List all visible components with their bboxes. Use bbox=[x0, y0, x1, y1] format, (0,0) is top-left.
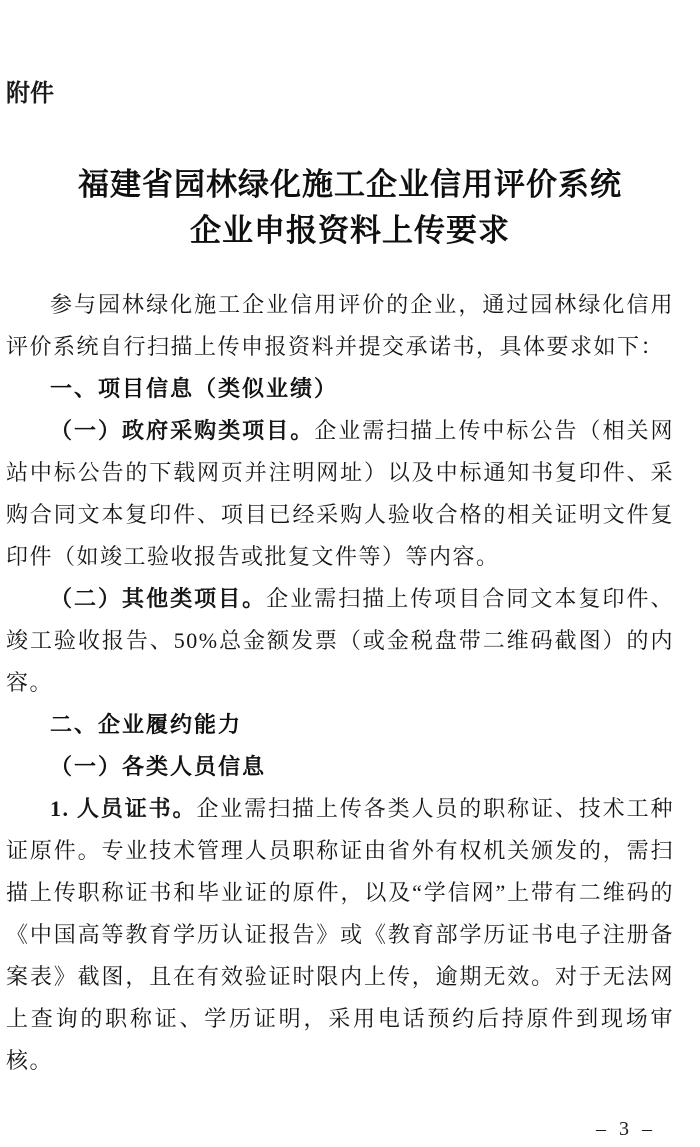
section1-item2-body: 企业需扫描上传项目合同文本复印件、竣工验收报告、50%总金额发票（或金税盘带二维码截图）的内容。 bbox=[6, 586, 674, 695]
document-title bbox=[0, 162, 700, 254]
section2-sub-heading: （一）各类人员信息 bbox=[50, 754, 267, 779]
section2-point1-paragraph bbox=[6, 788, 674, 1082]
section1-item1-lead: （一）政府采购类项目。 bbox=[50, 418, 315, 443]
section2-point1-lead: 1. 人员证书。 bbox=[50, 796, 197, 821]
section1-item2-paragraph bbox=[6, 578, 674, 704]
document-body bbox=[6, 284, 674, 1082]
document-title-line1: 福建省园林绿化施工企业信用评价系统 bbox=[78, 167, 622, 202]
section1-item2-lead: （二）其他类项目。 bbox=[50, 586, 267, 611]
intro-paragraph: 参与园林绿化施工企业信用评价的企业，通过园林绿化信用评价系统自行扫描上传申报资料并提交承诺书，具体要求如下： bbox=[6, 292, 674, 359]
section1-heading: 一、项目信息（类似业绩） bbox=[50, 376, 339, 401]
section2-point1-body: 企业需扫描上传各类人员的职称证、技术工种证原件。专业技术管理人员职称证由省外有权机关颁发的，需扫描上传职称证书和毕业证的原件，以及“学信网”上带有二维码的《中国高等教育学历认证报告》或《教育部学历证书电子注册备案表》截图，且在有效验证时限内上传，逾期无效。对于无法网上查询的职称证、学历证明，采用电话预约后持原件到现场审核。 bbox=[6, 796, 674, 1073]
section1-item1-body: 企业需扫描上传中标公告（相关网站中标公告的下载网页并注明网址）以及中标通知书复印件、采购合同文本复印件、项目已经采购人验收合格的相关证明文件复印件（如竣工验收报告或批复文件等）等内容。 bbox=[6, 418, 674, 569]
document-title-line2: 企业申报资料上传要求 bbox=[190, 213, 510, 248]
section1-item1-paragraph bbox=[6, 410, 674, 578]
section2-heading: 二、企业履约能力 bbox=[50, 712, 243, 737]
attachment-label: 附件 bbox=[6, 80, 54, 107]
page-number: – 3 – bbox=[596, 1118, 656, 1140]
